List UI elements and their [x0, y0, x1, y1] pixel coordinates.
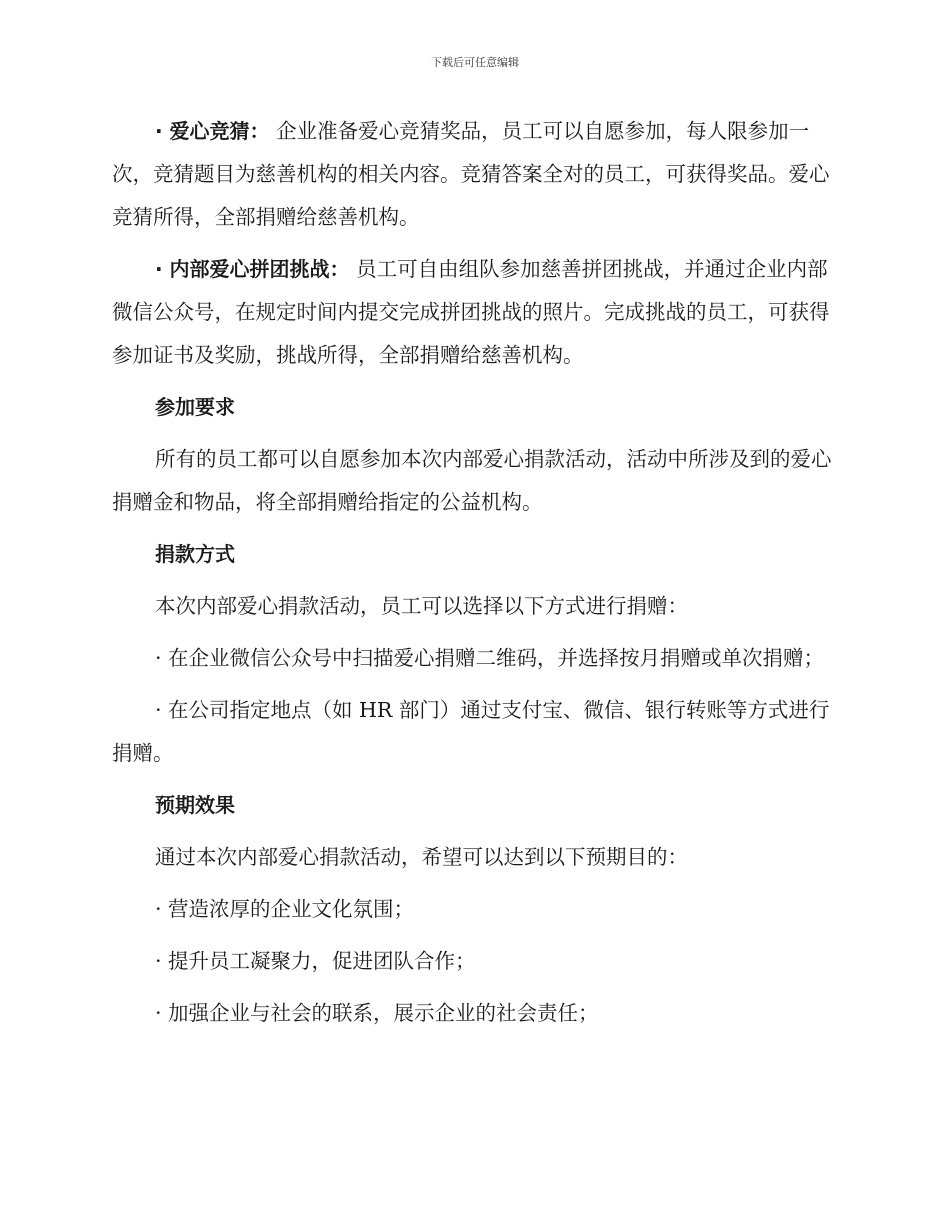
document-body: [112, 110, 840, 1044]
list-item-culture: · 营造浓厚的企业文化氛围；: [155, 897, 415, 921]
section-heading-expected-effects: 预期效果: [155, 793, 235, 817]
paragraph-love-quiz: [112, 110, 840, 239]
paragraph-text: 企业准备爱心竞猜奖品，员工可以自愿参加，每人限参加一次，竞猜题目为慈善机构的相关内容。竞猜答案全对的员工，可获得奖品。爱心竞猜所得，全部捐赠给慈善机构。: [112, 119, 830, 229]
list-item-onsite-payment: · 在公司指定地点（如 HR 部门）通过支付宝、微信、银行转账等方式进行捐赠。: [112, 698, 830, 765]
paragraph-group-challenge: [112, 248, 840, 377]
section-heading-requirements: 参加要求: [155, 395, 235, 419]
paragraph-effects-intro: 通过本次内部爱心捐款活动，希望可以达到以下预期目的：: [155, 845, 688, 869]
paragraph-lead: · 爱心竞猜：: [155, 119, 270, 143]
paragraph-donation-intro: 本次内部爱心捐款活动，员工可以选择以下方式进行捐赠：: [155, 594, 688, 618]
page-header: 下载后可任意编辑: [431, 56, 519, 69]
section-heading-donation-methods: 捐款方式: [155, 542, 235, 566]
list-item-social-responsibility: · 加强企业与社会的联系，展示企业的社会责任；: [155, 1001, 599, 1025]
list-item-wechat-qr: · 在企业微信公众号中扫描爱心捐赠二维码，并选择按月捐赠或单次捐赠；: [155, 646, 825, 670]
paragraph-lead: · 内部爱心拼团挑战：: [155, 257, 350, 281]
paragraph-requirements: 所有的员工都可以自愿参加本次内部爱心捐款活动，活动中所涉及到的爱心捐赠金和物品，将全部捐赠给指定的公益机构。: [112, 447, 832, 514]
paragraph-text: 员工可自由组队参加慈善拼团挑战，并通过企业内部微信公众号，在规定时间内提交完成拼团挑战的照片。完成挑战的员工，可获得参加证书及奖励，挑战所得，全部捐赠给慈善机构。: [112, 257, 830, 367]
list-item-cohesion: · 提升员工凝聚力，促进团队合作；: [155, 949, 476, 973]
